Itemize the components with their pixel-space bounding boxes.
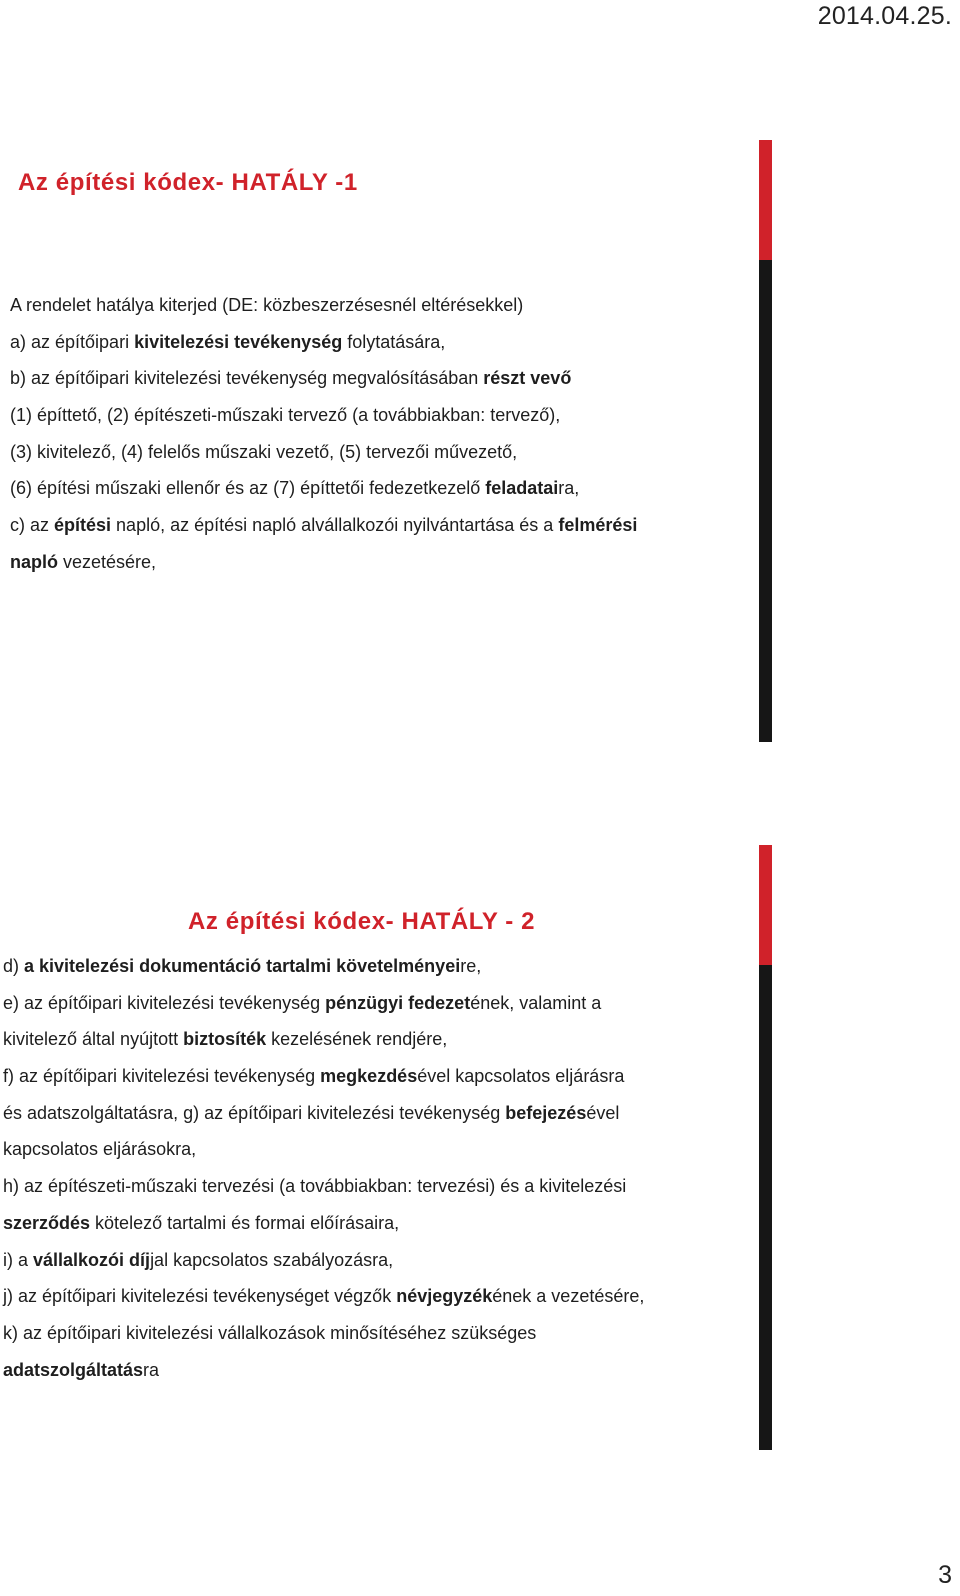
bold-text-run: vállalkozói díj bbox=[33, 1249, 151, 1270]
text-line bbox=[10, 434, 637, 471]
slide-body bbox=[3, 948, 644, 1388]
text-run: f) az építőipari kivitelezési tevékenység bbox=[3, 1066, 321, 1087]
text-line bbox=[10, 544, 637, 581]
text-run: c) az bbox=[10, 515, 55, 536]
text-run: vezetésére, bbox=[58, 551, 157, 572]
slide-title: Az építési kódex- HATÁLY -1 bbox=[18, 169, 358, 196]
bold-text-run: feladatai bbox=[485, 478, 559, 499]
text-line bbox=[3, 1242, 644, 1279]
text-run: re, bbox=[460, 956, 482, 976]
bold-text-run: kivitelezési tevékenység bbox=[134, 331, 343, 352]
bold-text-run: szerződés bbox=[3, 1212, 91, 1233]
bold-text-run: biztosíték bbox=[183, 1029, 267, 1050]
page-date: 2014.04.25. bbox=[817, 2, 952, 30]
text-line bbox=[3, 1168, 644, 1205]
text-run: i) a bbox=[3, 1249, 34, 1270]
text-line bbox=[10, 507, 637, 544]
text-run: ének a vezetésére, bbox=[492, 1286, 645, 1307]
text-run: kötelező tartalmi és formai előírásaira, bbox=[90, 1212, 400, 1233]
slide-title: Az építési kódex- HATÁLY - 2 bbox=[188, 908, 536, 935]
text-line bbox=[3, 985, 644, 1022]
text-line bbox=[3, 948, 644, 985]
accent-bar-dark bbox=[759, 260, 772, 742]
accent-bar-red bbox=[759, 845, 772, 965]
text-run: (3) kivitelező, (4) felelős műszaki vezető, (5) tervezői művezető, bbox=[10, 441, 518, 462]
text-line bbox=[10, 470, 637, 507]
text-run: h) az építészeti-műszaki tervezési (a továbbiakban: tervezési) és a kivitelezési bbox=[3, 1176, 627, 1197]
text-run: a) az építőipari bbox=[10, 331, 135, 352]
text-run: jal kapcsolatos szabályozásra, bbox=[150, 1249, 394, 1270]
accent-bar-red bbox=[759, 140, 772, 260]
slide-accent-bar bbox=[759, 845, 772, 1450]
text-line bbox=[10, 360, 637, 397]
text-run: kapcsolatos eljárásokra, bbox=[3, 1139, 197, 1160]
text-line bbox=[3, 1205, 644, 1242]
text-run: ével bbox=[586, 1102, 620, 1123]
text-run: A rendelet hatálya kiterjed (DE: közbeszerzésesnél eltérésekkel) bbox=[10, 295, 524, 315]
text-line bbox=[3, 1021, 644, 1058]
bold-text-run: pénzügyi fedezet bbox=[325, 992, 471, 1013]
text-line bbox=[3, 1315, 644, 1352]
bold-text-run: napló bbox=[10, 551, 58, 572]
bold-text-run: a kivitelezési dokumentáció tartalmi követelményei bbox=[24, 956, 461, 976]
text-run: és adatszolgáltatásra, g) az építőipari kivitelezési tevékenység bbox=[3, 1102, 506, 1123]
text-line bbox=[3, 1278, 644, 1315]
bold-text-run: felmérési bbox=[558, 515, 638, 536]
text-run: j) az építőipari kivitelezési tevékenységet végzők bbox=[3, 1286, 397, 1307]
text-run: kezelésének rendjére, bbox=[266, 1029, 448, 1050]
bold-text-run: adatszolgáltatás bbox=[3, 1359, 144, 1380]
text-run: k) az építőipari kivitelezési vállalkozások minősítéséhez szükséges bbox=[3, 1322, 537, 1343]
slide-accent-bar bbox=[759, 140, 772, 742]
bold-text-run: részt vevő bbox=[483, 368, 572, 389]
bold-text-run: építési bbox=[54, 515, 112, 536]
text-run: ével kapcsolatos eljárásra bbox=[417, 1066, 625, 1087]
text-line bbox=[3, 1352, 644, 1389]
text-line bbox=[10, 324, 637, 361]
text-run: napló, az építési napló alvállalkozói nyilvántartása és a bbox=[111, 515, 559, 536]
text-line bbox=[10, 287, 637, 324]
text-line bbox=[3, 1131, 644, 1168]
bold-text-run: megkezdés bbox=[320, 1066, 418, 1087]
text-run: b) az építőipari kivitelezési tevékenység megvalósításában bbox=[10, 368, 484, 389]
text-line bbox=[3, 1058, 644, 1095]
bold-text-run: névjegyzék bbox=[396, 1286, 493, 1307]
text-run: ra bbox=[143, 1359, 160, 1380]
slide-body bbox=[10, 287, 637, 581]
text-run: d) bbox=[3, 956, 25, 976]
text-run: ének, valamint a bbox=[470, 992, 602, 1013]
bold-text-run: befejezés bbox=[505, 1102, 587, 1123]
text-run: ra, bbox=[558, 478, 580, 499]
text-run: (1) építtető, (2) építészeti-műszaki tervező (a továbbiakban: tervező), bbox=[10, 405, 561, 426]
text-line bbox=[10, 397, 637, 434]
text-line bbox=[3, 1095, 644, 1132]
text-run: e) az építőipari kivitelezési tevékenység bbox=[3, 992, 326, 1013]
accent-bar-dark bbox=[759, 965, 772, 1450]
text-run: (6) építési műszaki ellenőr és az (7) építtetői fedezetkezelő bbox=[10, 478, 486, 499]
text-run: kivitelező által nyújtott bbox=[3, 1029, 184, 1050]
text-run: folytatására, bbox=[342, 331, 446, 352]
page-number: 3 bbox=[938, 1561, 952, 1589]
